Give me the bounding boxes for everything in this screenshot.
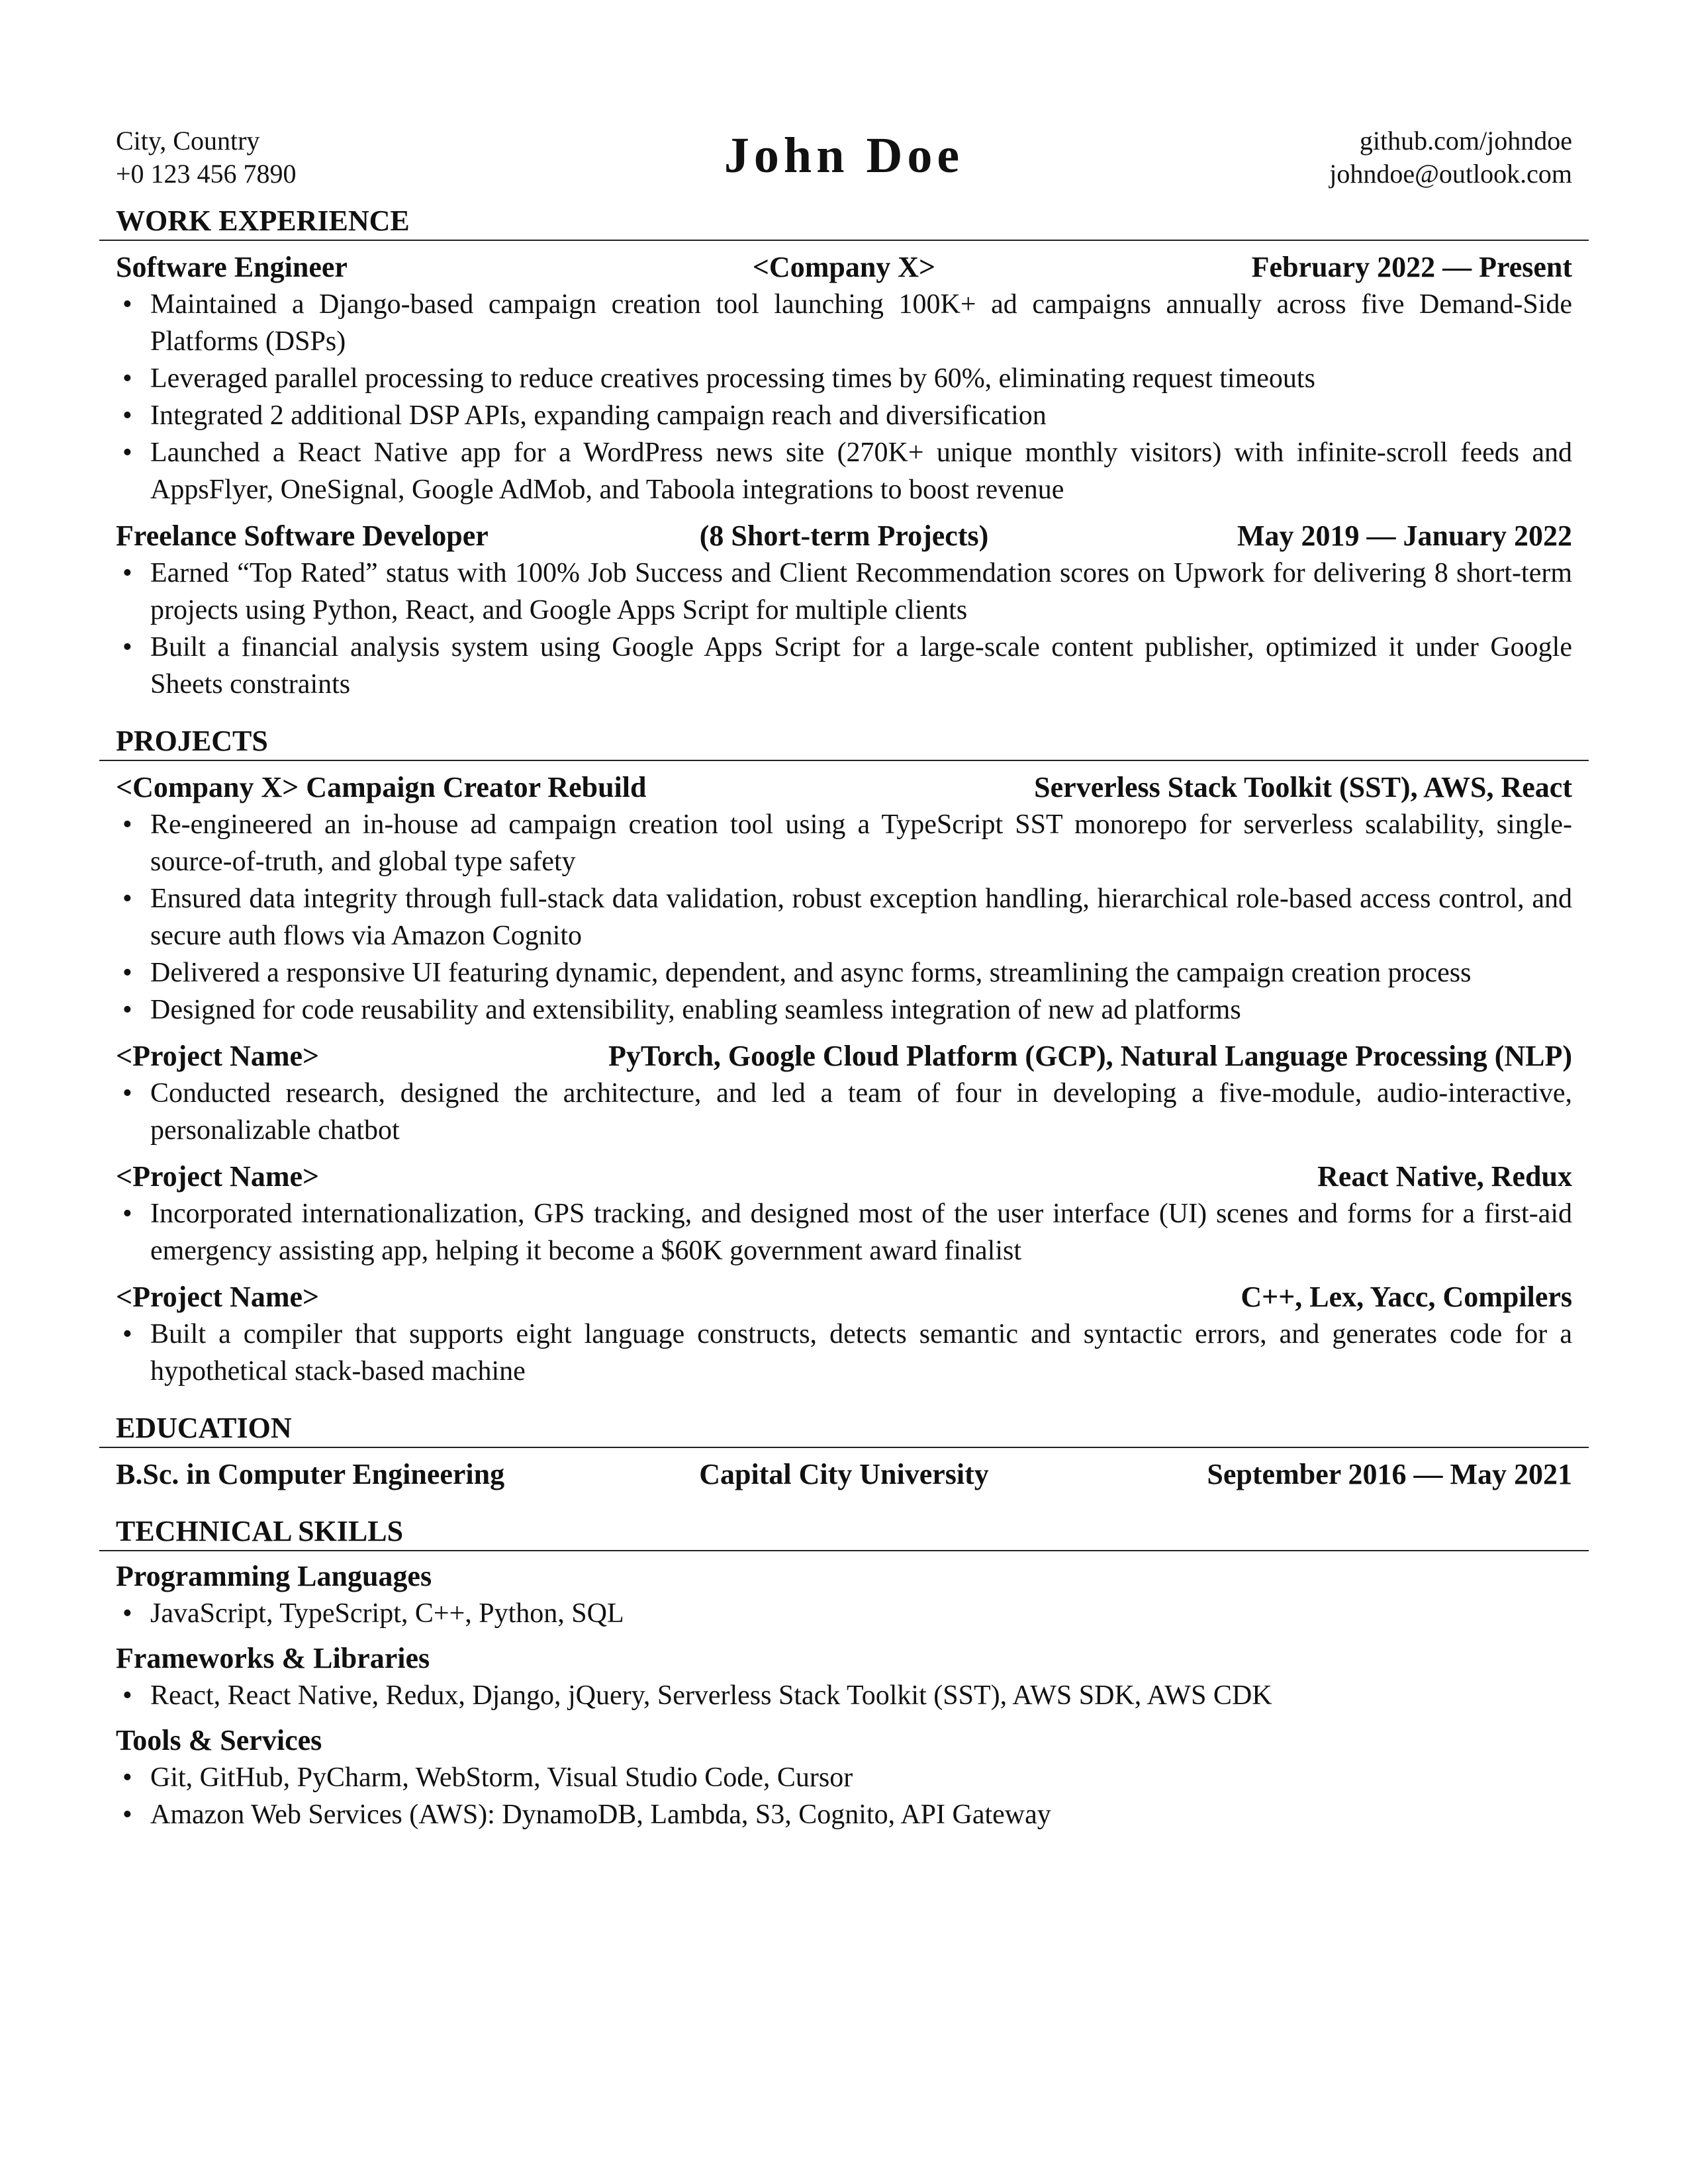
work-entry-heading (116, 518, 1572, 555)
bullet-item: • Built a financial analysis system using Google Apps Script for a large-scale content publisher, optimized it under Google Sheets constraints (116, 629, 1572, 703)
email-link[interactable]: johndoe@outlook.com (1329, 159, 1572, 189)
bullet-item: • Designed for code reusability and extensibility, enabling seamless integration of new ad platforms (116, 991, 1572, 1028)
work-entry (116, 249, 1572, 508)
project-name: <Project Name> (116, 1160, 320, 1193)
section-divider (99, 1447, 1589, 1448)
skill-group (116, 1640, 1572, 1714)
project-entry (116, 1038, 1572, 1149)
project-entry (116, 1279, 1572, 1390)
contact-right (1329, 124, 1572, 191)
project-entry (116, 1158, 1572, 1269)
bullet-item: • Maintained a Django-based campaign creation tool launching 100K+ ad campaigns annually across five Demand-Side Platforms (DSPs) (116, 286, 1572, 360)
bullet-list (116, 1075, 1572, 1149)
work-entry (116, 518, 1572, 703)
skill-group (116, 1722, 1572, 1833)
bullet-item: • Re-engineered an in-house ad campaign creation tool using a TypeScript SST monorepo for serverless scalability, single-source-of-truth, and global type safety (116, 806, 1572, 880)
skill-group-title: Tools & Services (116, 1724, 322, 1756)
project-heading (116, 1038, 1572, 1075)
bullet-item: • Earned “Top Rated” status with 100% Job Success and Client Recommendation scores on Upwork for delivering 8 short-term projects using Python, React, and Google Apps Script for multiple clients (116, 555, 1572, 629)
work-entry-heading (116, 249, 1572, 286)
bullet-item: • Launched a React Native app for a WordPress news site (270K+ unique monthly visitors) with infinite-scroll feeds and AppsFlyer, OneSignal, Google AdMob, and Taboola integrations to boost revenue (116, 434, 1572, 508)
work-experience-section (116, 203, 1572, 703)
skill-group-title: Programming Languages (116, 1560, 432, 1592)
project-name: <Project Name> (116, 1281, 320, 1313)
bullet-list (116, 1595, 1572, 1632)
bullet-list (116, 286, 1572, 508)
phone-text: +0 123 456 7890 (116, 159, 297, 189)
bullet-list (116, 1195, 1572, 1269)
candidate-name: John Doe (724, 128, 964, 183)
work-entries (116, 249, 1572, 703)
degree-text: B.Sc. in Computer Engineering (116, 1458, 505, 1490)
project-heading (116, 1158, 1572, 1195)
technical-skills-section (116, 1513, 1572, 1833)
bullet-item: • Git, GitHub, PyCharm, WebStorm, Visual Studio Code, Cursor (116, 1759, 1572, 1796)
section-divider (99, 240, 1589, 241)
bullet-list (116, 806, 1572, 1028)
project-tech: React Native, Redux (1317, 1160, 1572, 1193)
bullet-item: • JavaScript, TypeScript, C++, Python, SQL (116, 1595, 1572, 1632)
job-organization: <Company X> (752, 251, 936, 283)
section-divider (99, 1550, 1589, 1551)
bullet-list (116, 1316, 1572, 1390)
section-title: WORK EXPERIENCE (116, 205, 410, 237)
bullet-item: • Ensured data integrity through full-stack data validation, robust exception handling, hierarchical role-based access control, and secure auth flows via Amazon Cognito (116, 880, 1572, 954)
job-dates: February 2022 — Present (1251, 251, 1572, 283)
school-text: Capital City University (699, 1458, 989, 1490)
projects-section (116, 723, 1572, 1390)
bullet-item: • Built a compiler that supports eight language constructs, detects semantic and syntactic errors, and generates code for a hypothetical stack-based machine (116, 1316, 1572, 1390)
project-name: <Company X> Campaign Creator Rebuild (116, 771, 647, 803)
bullet-item: • Leveraged parallel processing to reduce creatives processing times by 60%, eliminating request timeouts (116, 360, 1572, 397)
job-role: Freelance Software Developer (116, 520, 489, 552)
bullet-item: • Integrated 2 additional DSP APIs, expanding campaign reach and diversification (116, 397, 1572, 434)
job-role: Software Engineer (116, 251, 348, 283)
education-section (116, 1410, 1572, 1493)
location-text: City, Country (116, 126, 260, 156)
project-heading (116, 769, 1572, 806)
project-tech: C++, Lex, Yacc, Compilers (1241, 1281, 1572, 1313)
project-name: <Project Name> (116, 1040, 320, 1072)
education-heading (116, 1456, 1572, 1493)
section-title: TECHNICAL SKILLS (116, 1515, 404, 1547)
project-tech: PyTorch, Google Cloud Platform (GCP), Natural Language Processing (NLP) (608, 1040, 1572, 1072)
bullet-item: • Delivered a responsive UI featuring dynamic, dependent, and async forms, streamlining the campaign creation process (116, 954, 1572, 991)
bullet-item: • Amazon Web Services (AWS): DynamoDB, Lambda, S3, Cognito, API Gateway (116, 1796, 1572, 1833)
skill-group (116, 1558, 1572, 1632)
skill-group-title: Frameworks & Libraries (116, 1642, 430, 1674)
education-entry (116, 1456, 1572, 1493)
resume-content (116, 124, 1572, 1853)
bullet-list (116, 555, 1572, 703)
resume-header (116, 124, 1572, 203)
job-organization: (8 Short-term Projects) (699, 520, 989, 552)
project-entries (116, 769, 1572, 1390)
github-link[interactable]: github.com/johndoe (1359, 126, 1572, 156)
project-heading (116, 1279, 1572, 1316)
bullet-list (116, 1759, 1572, 1833)
skill-groups (116, 1558, 1572, 1833)
education-dates: September 2016 — May 2021 (1207, 1458, 1572, 1490)
project-entry (116, 769, 1572, 1028)
bullet-item: • Incorporated internationalization, GPS tracking, and designed most of the user interface (UI) scenes and forms for a first-aid emergency assisting app, helping it become a $60K government award finalist (116, 1195, 1572, 1269)
bullet-item: • React, React Native, Redux, Django, jQuery, Serverless Stack Toolkit (SST), AWS SDK, AWS CDK (116, 1677, 1572, 1714)
bullet-list (116, 1677, 1572, 1714)
section-divider (99, 760, 1589, 761)
bullet-item: • Conducted research, designed the architecture, and led a team of four in developing a five-module, audio-interactive, personalizable chatbot (116, 1075, 1572, 1149)
section-title: EDUCATION (116, 1412, 292, 1444)
project-tech: Serverless Stack Toolkit (SST), AWS, React (1034, 771, 1572, 803)
job-dates: May 2019 — January 2022 (1237, 520, 1572, 552)
section-title: PROJECTS (116, 725, 268, 757)
